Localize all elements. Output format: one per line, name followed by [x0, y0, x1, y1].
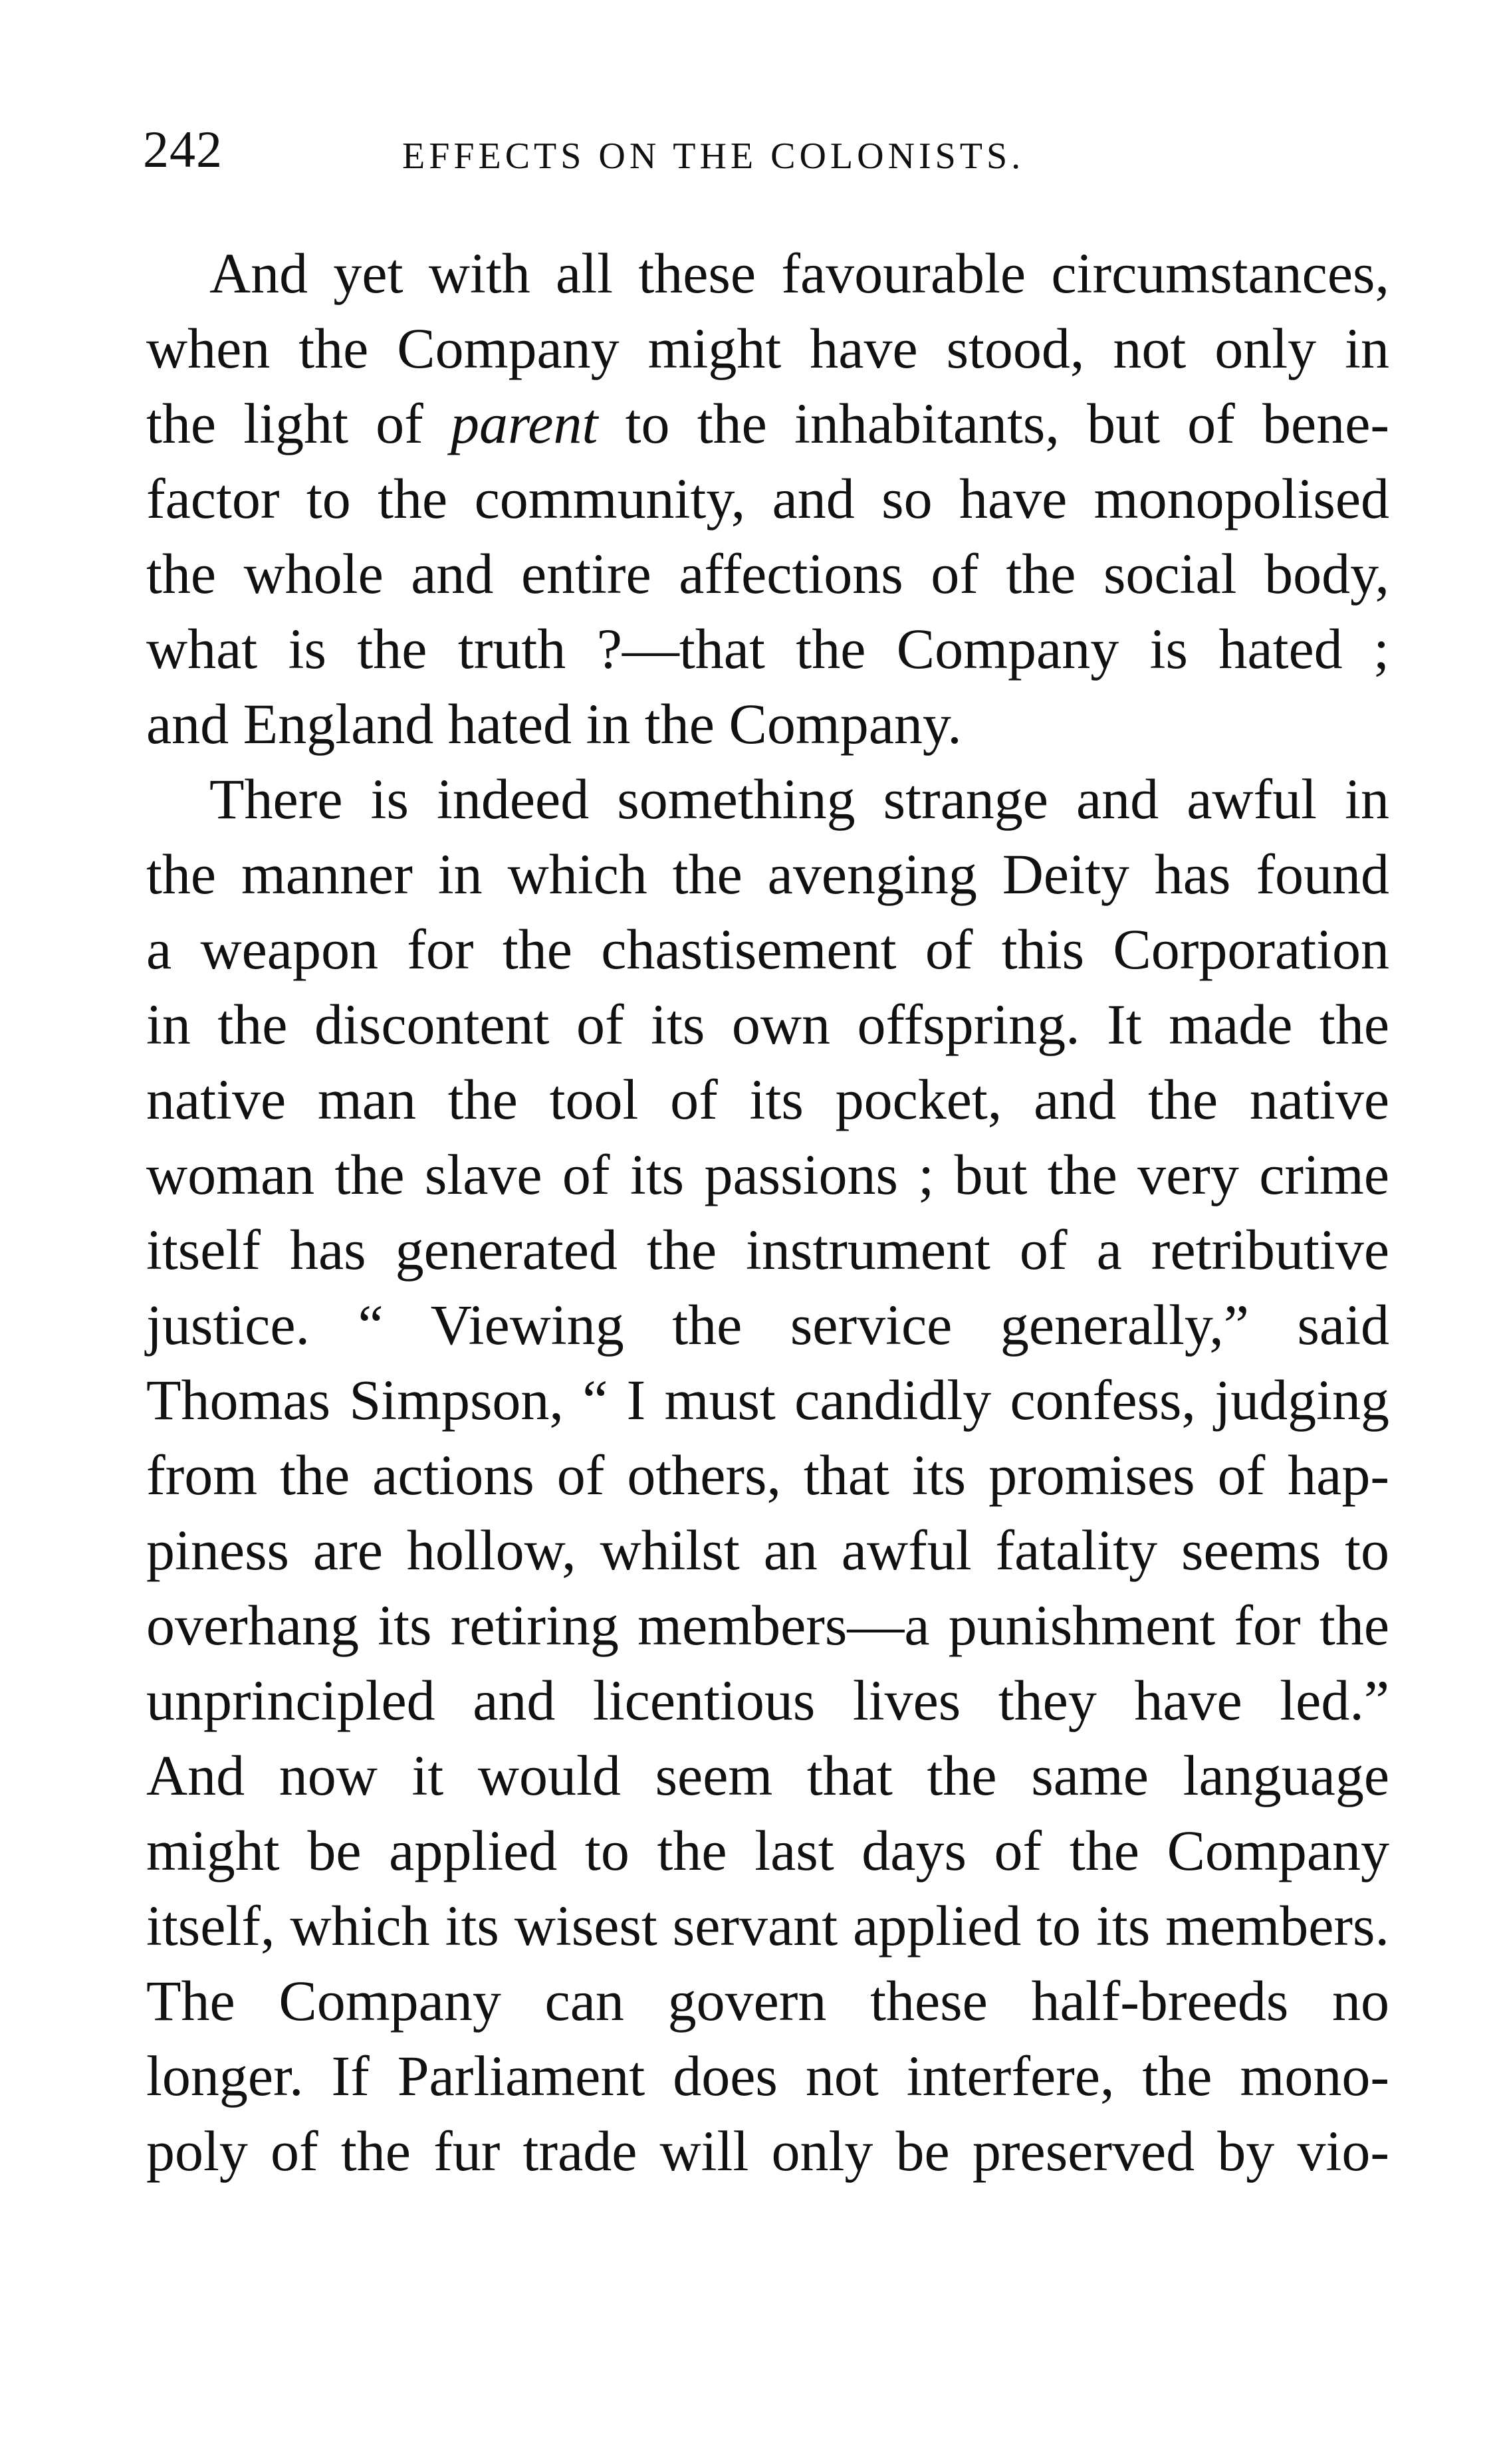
text-line: piness are hollow, whilst an awful fatality seems to — [146, 1518, 1389, 1582]
page-number: 242 — [143, 120, 223, 178]
running-title: EFFECTS ON THE COLONISTS. — [402, 136, 1025, 177]
text-line: in the discontent of its own offspring. It made the — [146, 992, 1389, 1056]
text-line: might be applied to the last days of the Company — [146, 1819, 1389, 1882]
text-line: poly of the fur trade will only be preserved by vio- — [146, 2119, 1389, 2183]
paragraph — [146, 762, 1389, 2189]
text-line: when the Company might have stood, not only in — [146, 316, 1389, 380]
body-text — [146, 236, 1389, 2189]
text-line: and England hated in the Company. — [146, 692, 962, 756]
text-line: And yet with all these favourable circumstances, — [209, 241, 1389, 305]
text-line: the whole and entire affections of the social body, — [146, 542, 1389, 606]
text-line: And now it would seem that the same language — [146, 1743, 1389, 1807]
text-line: woman the slave of its passions ; but the very crime — [146, 1143, 1389, 1206]
text-fragment: the light of — [146, 392, 451, 455]
text-line: Thomas Simpson, “ I must candidly confess, judging — [146, 1368, 1389, 1432]
running-head — [143, 113, 1389, 186]
text-line: the manner in which the avenging Deity has found — [146, 842, 1389, 906]
text-line: a weapon for the chastisement of this Corporation — [146, 917, 1389, 981]
text-line: itself has generated the instrument of a retributive — [146, 1218, 1389, 1282]
text-line: native man the tool of its pocket, and the native — [146, 1067, 1389, 1131]
text-line: what is the truth ?—that the Company is hated ; — [146, 617, 1389, 681]
text-line: There is indeed something strange and awful in — [209, 767, 1389, 831]
text-line: The Company can govern these half-breeds no — [146, 1969, 1389, 2033]
text-fragment: to the inhabitants, but of bene- — [598, 392, 1390, 455]
text-line: itself, which its wisest servant applied to its members. — [146, 1894, 1389, 1958]
text-line: justice. “ Viewing the service generally,” said — [146, 1293, 1389, 1357]
text-line: from the actions of others, that its promises of hap- — [146, 1443, 1389, 1507]
text-line: unprincipled and licentious lives they have led.” — [146, 1668, 1389, 1732]
text-line: overhang its retiring members—a punishment for the — [146, 1593, 1389, 1657]
italic-word: parent — [451, 392, 598, 455]
text-line: factor to the community, and so have monopolised — [146, 467, 1389, 530]
text-line: longer. If Parliament does not interfere, the mono- — [146, 2044, 1389, 2108]
paragraph — [146, 236, 1389, 762]
text-line — [146, 386, 1389, 461]
